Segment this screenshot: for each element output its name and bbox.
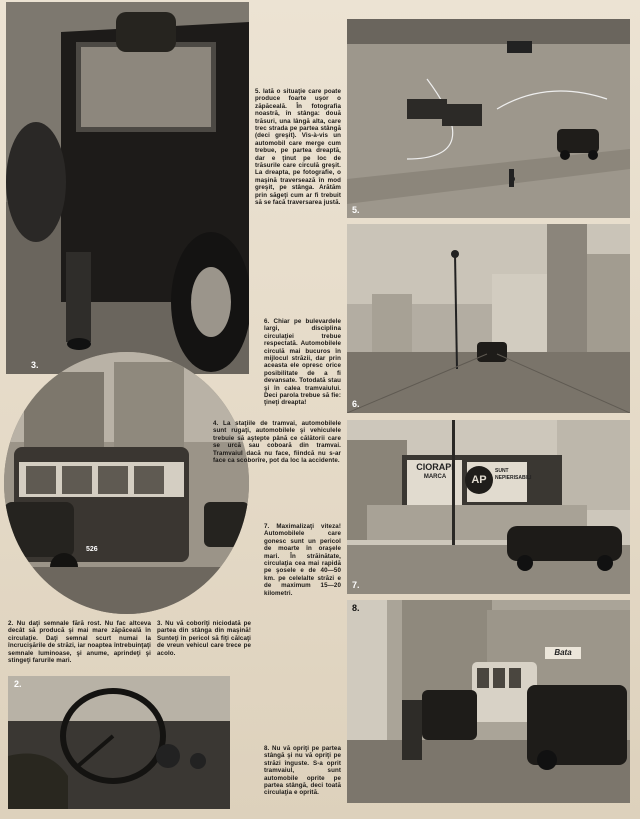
photo-number-2: 2. — [14, 679, 22, 689]
photo-billboard-street — [347, 420, 630, 594]
billboard-line4: NEPIERISABILI — [495, 475, 532, 481]
intersection-illustration — [347, 19, 630, 218]
caption-4: 4. La staţiile de tramvai, automobilele sunt rugaţi, automobilele şi vehiculele trebuie să aştepte până ce călătorii care se urcă sau coboară din tramvai. Tramvaiul dacă nu face, fiindcă nu s-ar face ca scoborîre, pot da loc la accidente. — [213, 420, 341, 465]
photo-intersection — [347, 19, 630, 218]
billboard-line3: SUNT — [495, 468, 509, 474]
steering-wheel-illustration — [8, 676, 230, 809]
billboard-brand-logo: AP — [465, 466, 493, 494]
photo-number-7: 7. — [352, 580, 360, 590]
photo-number-5: 5. — [352, 205, 360, 215]
caption-6: 6. Chiar pe bulevardele largi, disciplina circulaţiei trebue respectată. Automobilele circulă mai bucuros în mijlocul străzii, dar prin aceasta ele opresc orice posibilitate de a fi devansate. Totodată stau şi în calea tramvaiului. Deci parola trebue să fie: ţineţi dreapta! — [264, 318, 341, 407]
car-door-illustration — [6, 2, 249, 374]
tram-illustration — [4, 352, 249, 614]
billboard-text-left — [409, 462, 461, 482]
photo-tram-station — [4, 352, 249, 614]
caption-7: 7. Maximalizaţi viteza! Automobilele care gonesc sunt un pericol de moarte în oraşele mari. În străinătate, circulaţia cea mai rapidă pe şosele e de 40—50 km. pe celelalte străzi e de maximum 15—20 kilometri. — [264, 523, 341, 597]
photo-narrow-street — [347, 600, 630, 803]
photo-number-8: 8. — [352, 603, 360, 613]
photo-number-3: 3. — [31, 360, 39, 370]
narrow-street-illustration — [347, 600, 630, 803]
caption-8: 8. Nu vă opriţi pe partea stângă şi nu vă opriţi pe străzi înguste. S-a oprit tramvaiul, sunt automobile oprite pe partea stângă, deci toată circulaţia e oprită. — [264, 745, 341, 797]
caption-5: 5. Iată o situaţie care poate produce foarte uşor o zăpăceală. În fotografia noastră, în stânga: două trăsuri, una lângă alta, care trec strada pe partea stângă (deci greşit). Vis-à-vis un automobil care merge cum trebue, pe partea dreaptă, dar e ţinut pe loc de trăsurile care circulă greşit. La dreapta, pe fotografie, o maşină traversează în mod greşit, pe stânga. Arătăm prin săgeţi cum ar fi trebuit să se facă traversarea justă. — [255, 88, 341, 207]
photo-boulevard — [347, 224, 630, 413]
caption-3: 3. Nu vă coborîţi niciodată pe partea din stânga din maşină! Sunteţi în pericol să fiţi călcaţi de vreun vehicul care trece pe acolo. — [157, 620, 251, 657]
billboard-text-right — [495, 468, 532, 482]
photo-steering-wheel — [8, 676, 230, 809]
billboard-line2: MARCA — [423, 474, 447, 480]
photo-number-6: 6. — [352, 399, 360, 409]
shop-sign: Bata — [545, 647, 581, 659]
billboard-street-illustration — [347, 420, 630, 594]
tram-number: 526 — [86, 546, 98, 553]
boulevard-illustration — [347, 224, 630, 413]
billboard-line1: CIORAPI — [416, 462, 454, 472]
photo-car-door — [6, 2, 249, 374]
caption-2: 2. Nu daţi semnale fără rost. Nu fac altceva decât să producă şi mai mare zăpăceală în circulaţie. Daţi semnal scurt numai la încrucişările de străzi, iar noaptea întrebuinţaţi semnale luminoase, şi anume, aprindeţi şi stingeţi farurile mari. — [8, 620, 151, 665]
